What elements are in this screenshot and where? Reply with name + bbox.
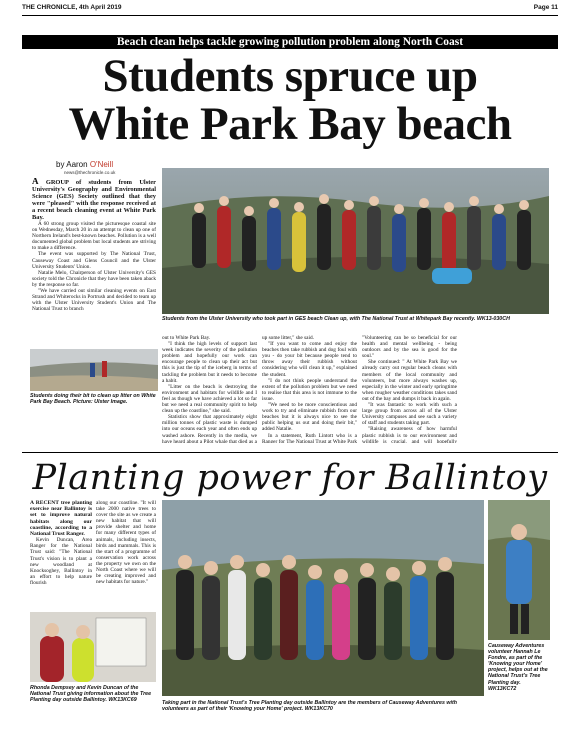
volunteer-caption: Causeway Adventures volunteer Hannah Le Fondre, as part of the 'Knowing your Home' project, helps out at the National Trust's Tree Planting day. WK13KC72 xyxy=(488,643,548,692)
volunteer-photo-image xyxy=(488,500,550,640)
header-rule xyxy=(22,15,558,16)
main-photo-caption: Students from the Ulster University who took part in GES beach Clean up, with The National Trust at Whitepark Bay recently. WK13-030CH xyxy=(162,316,510,322)
section-banner: Beach clean helps tackle growing pollution problem along North Coast xyxy=(22,35,558,49)
rangers-caption: Rhonda Dempsey and Kevin Duncan of the National Trust giving information about the Tree Planting day outside Ballintoy. WK13KC69 xyxy=(30,685,152,704)
beach-litter-photo-image xyxy=(30,349,158,391)
story1-paragraph: She continued: " At White Park Bay we already carry out regular beach cleans with members of the local community and volunteers, but more always washes up, especially in the winter and early springtime when rougher weather conditions takes sand out of the bay and dumps it back in again. xyxy=(362,359,457,402)
volunteer-photo xyxy=(488,500,550,640)
headline-1-line-1: Students spruce up xyxy=(102,50,478,102)
story2-paragraph: Kevin Duncan, Area Ranger for the National Trust said: "The National Trust's vision is to plant a new woodland at Knocksoghey, Ballintoy in an effort to help nature flourish xyxy=(30,537,92,586)
story1-column-2 xyxy=(162,335,257,443)
story2-lead: A RECENT tree planting exercise near Ballintoy is set to improve natural habitats along our coastline, according to a National Trust Ranger. xyxy=(30,500,92,538)
headline-1-line-2: White Park Bay beach xyxy=(68,98,512,150)
story1-lead: A GROUP of students from Ulster University's Geography and Environmental Science (GES) Society outlined that they were "pleased" with the response received at a recent beach cleaning event at White Park Bay. xyxy=(32,178,156,221)
tree-planting-group-photo xyxy=(162,500,484,696)
rangers-photo-image xyxy=(30,612,156,682)
story1-paragraph: "I think the high levels of support last week indicates the severity of the pollution problem and hopefully our work can encourage people to clean up their act but this is just the tip of the iceberg in terms of tackling the problem but it needs to become a habit. xyxy=(162,341,257,384)
story-divider xyxy=(22,452,558,453)
story1-paragraph: The event was supported by The National Trust, Causeway Coast and Glens Council and the Ulster University Students' Union. xyxy=(32,251,156,270)
story1-paragraph: "It was fantastic to work with such a large group from across all of the Ulster University campuses and see such a variety of staff and students taking part. xyxy=(362,402,457,427)
byline-prefix: by Aaron xyxy=(56,160,88,169)
story1-paragraph: Statistics show that approximately eight million tonnes of plastic waste is dumped into our oceans each year and often ends up washed ashore. Recently in the media, we have heard about a Pilot whale that died as a xyxy=(162,414,257,443)
byline xyxy=(56,160,166,169)
beach-group-photo xyxy=(162,168,549,314)
page-header xyxy=(22,4,558,14)
paper-date: THE CHRONICLE, 4th April 2019 xyxy=(22,4,122,11)
headline-1 xyxy=(22,52,558,148)
story1-paragraph: "Raising awareness of how harmful plastic rubbish is to our environment and wildlife is crucial, and will hopefully xyxy=(362,426,457,443)
rangers-photo xyxy=(30,612,156,682)
headline-2: Planting power for Ballintoy xyxy=(32,458,548,498)
story1-paragraph: "Volunteering can be so beneficial for our health and mental wellbeing - being outdoors and by the sea is good for the soul." xyxy=(362,335,457,360)
story2-paragraph: along our coastline. "It will take 2000 native trees to cover the site as we create a new habitat that will provide shelter and home for many different types of animals, including insects, birds and mammals. This is the start of a programme of conservation work across the property we own on the North Coast where we will be creating improved and new habitats for nature." xyxy=(96,500,156,586)
story1-paragraph: "Litter on the beach is destroying the environment and habitats for wildlife and I feel as though we have achieved a lot so far but we need a real community spirit to help clean up the coastline," she said. xyxy=(162,383,257,415)
story1-paragraph: In a statement, Ruth Lintott who is a Ranger for The National Trust at White Park xyxy=(262,432,357,443)
tree-planting-caption: Taking part in the National Trust's Tree Planting day outside Ballintoy are the members of Causeway Adventures with volunteers as part of their 'Knowing your Home' project. WK13KC70 xyxy=(162,700,458,713)
story1-column-4 xyxy=(362,335,457,443)
story1-paragraph: out to White Park Bay. xyxy=(162,335,211,341)
story1-paragraph: "We have carried out similar cleaning events on East Strand and Whiterocks in Portrush and decided to team up with the Ulster University Student's Union and The National Trust to branch xyxy=(32,288,156,313)
beach-group-photo-image xyxy=(162,168,549,314)
small-photo-caption: Students doing their bit to clean up litter on White Park Bay Beach. Picture: Ulster Image. xyxy=(30,393,156,406)
story1-column-3 xyxy=(262,335,357,443)
story1-paragraph: A 60 strong group visited the picturesque coastal site on Wednesday, March 20 in an attempt to clean up one of Northern Ireland's best-known beaches. Pollution is a well documented global problem but local students are striving to make a difference. xyxy=(32,221,156,252)
story1-paragraph: "If you want to come and enjoy the beaches then take rubbish and dog foul with you - do your bit because people tend to throw away their rubbish without considering who will clean it up," explained the student. xyxy=(262,341,357,378)
story2-column-2 xyxy=(96,500,156,608)
story1-paragraph: Natalie Melo, Chairperson of Ulster University's GES society told the Chronicle that they have been taken aback by the response so far. xyxy=(32,269,156,288)
page-number: Page 11 xyxy=(533,4,558,11)
byline-name: O'Neill xyxy=(89,160,114,169)
beach-litter-photo xyxy=(30,349,158,391)
byline-email: news@thechronicle.co.uk xyxy=(64,170,116,175)
story1-paragraph: "We need to be more conscientious and work to try and eliminate rubbish from our beaches but it is always nice to see the public helping us out and doing their bit," added Natalie. xyxy=(262,402,357,433)
story1-paragraph: up some litter," she said. xyxy=(262,335,314,341)
tree-planting-photo-image xyxy=(162,500,484,696)
story1-intro-column xyxy=(32,178,156,346)
story2-column-1 xyxy=(30,500,92,608)
story1-paragraph: "I do not think people understand the extent of the pollution problem but we need to realise that this area is not immune to the issue. xyxy=(262,377,357,402)
